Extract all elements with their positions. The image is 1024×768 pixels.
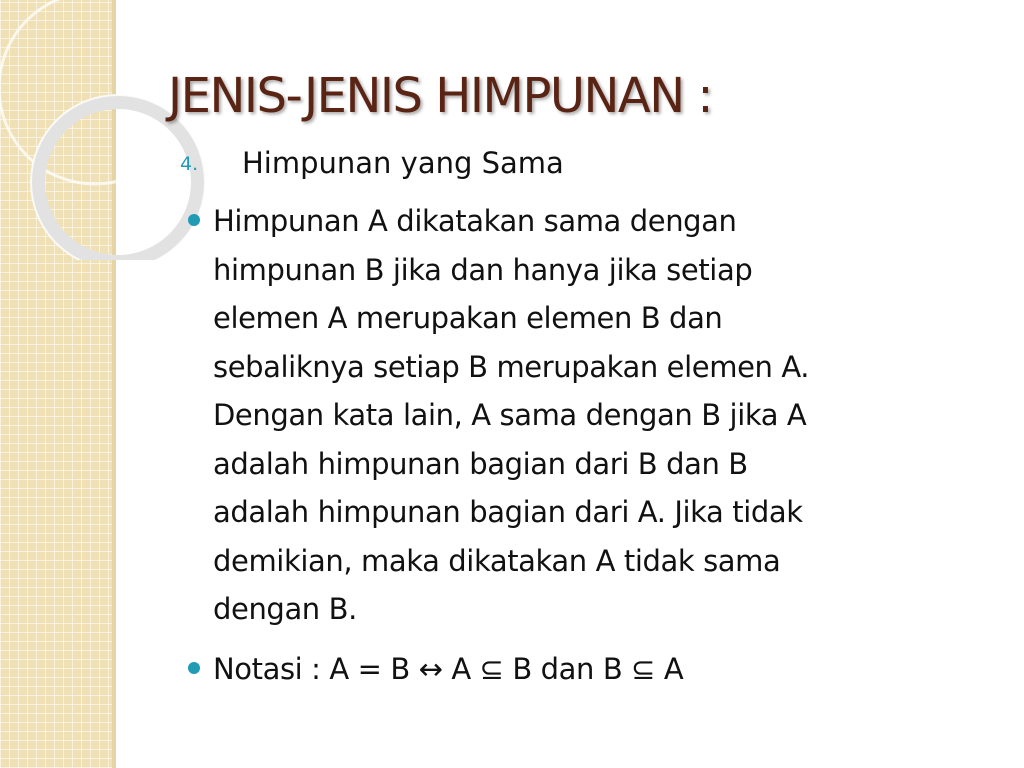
bullet-notation xyxy=(188,645,988,694)
item-number: 4. xyxy=(180,153,199,175)
decorative-rings xyxy=(0,0,220,260)
bullet-definition xyxy=(188,197,988,634)
slide-title: JENIS-JENIS HIMPUNAN : xyxy=(168,68,713,124)
item-heading: Himpunan yang Sama xyxy=(242,146,564,180)
numbered-item xyxy=(180,143,564,184)
definition-text: Himpunan A dikatakan sama dengan himpunan B jika dan hanya jika setiap elemen A merupakan elemen B dan sebaliknya setiap B merupakan elemen A. Dengan kata lain, A sama dengan B jika A adalah himpunan bagian dari B dan B adalah himpunan bagian dari A. Jika tidak demikian, maka dikatakan A tidak sama dengan B. xyxy=(213,204,810,626)
bullet-dot xyxy=(188,214,200,226)
upper-ring xyxy=(0,0,191,184)
bullet-dot xyxy=(188,662,200,674)
notation-text: Notasi : A = B ↔ A ⊆ B dan B ⊆ A xyxy=(213,652,684,686)
